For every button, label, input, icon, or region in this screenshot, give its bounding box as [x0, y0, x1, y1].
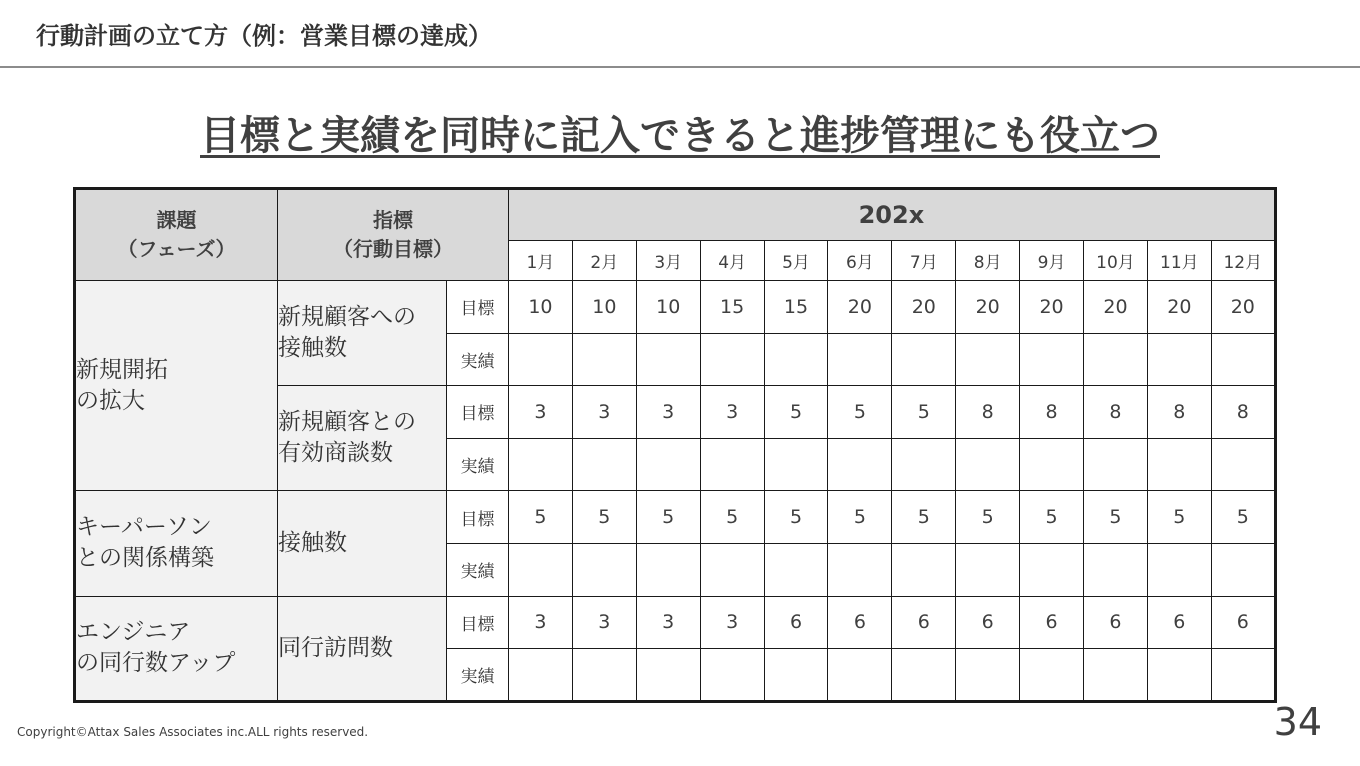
target-value-cell: 3 — [700, 596, 764, 649]
slide-title-text: 目標と実績を同時に記入できると進捗管理にも役立つ — [200, 113, 1160, 159]
actual-value-cell[interactable] — [892, 438, 956, 491]
actual-value-cell[interactable] — [764, 543, 828, 596]
actual-value-cell[interactable] — [1147, 543, 1211, 596]
header-issue-label: 課題 （フェーズ） — [117, 208, 236, 261]
target-row-label: 目標 — [447, 596, 509, 649]
issue-cell — [75, 281, 278, 491]
actual-value-cell[interactable] — [509, 543, 573, 596]
month-header: 5月 — [764, 241, 828, 281]
actual-value-cell[interactable] — [1084, 438, 1148, 491]
target-value-cell: 5 — [828, 491, 892, 544]
target-value-cell: 20 — [956, 281, 1020, 334]
target-value-cell: 8 — [1211, 386, 1275, 439]
target-value-cell: 20 — [1020, 281, 1084, 334]
actual-value-cell[interactable] — [956, 333, 1020, 386]
month-header: 10月 — [1084, 241, 1148, 281]
indicator-cell — [278, 281, 447, 386]
issue-label: エンジニア の同行数アップ — [76, 619, 236, 677]
actual-value-cell[interactable] — [700, 333, 764, 386]
slide-title — [0, 104, 1360, 161]
target-value-cell: 3 — [509, 596, 573, 649]
actual-value-cell[interactable] — [1020, 649, 1084, 702]
target-value-cell: 20 — [892, 281, 956, 334]
target-value-cell: 6 — [1147, 596, 1211, 649]
actual-value-cell[interactable] — [700, 649, 764, 702]
page-header-title: 行動計画の立て方（例：営業目標の達成） — [36, 22, 492, 50]
target-value-cell: 5 — [892, 386, 956, 439]
copyright-notice: Copyright©Attax Sales Associates inc.ALL rights reserved. — [17, 725, 369, 739]
actual-value-cell[interactable] — [1147, 438, 1211, 491]
actual-value-cell[interactable] — [509, 333, 573, 386]
actual-value-cell[interactable] — [572, 438, 636, 491]
month-header: 6月 — [828, 241, 892, 281]
target-value-cell: 10 — [572, 281, 636, 334]
action-plan-table — [73, 187, 1277, 703]
table-row — [75, 596, 1276, 649]
target-value-cell: 3 — [700, 386, 764, 439]
target-value-cell: 5 — [1147, 491, 1211, 544]
actual-value-cell[interactable] — [956, 543, 1020, 596]
issue-cell — [75, 491, 278, 596]
actual-value-cell[interactable] — [1084, 333, 1148, 386]
month-header: 9月 — [1020, 241, 1084, 281]
actual-value-cell[interactable] — [1020, 438, 1084, 491]
indicator-cell — [278, 596, 447, 701]
target-row-label: 目標 — [447, 281, 509, 334]
indicator-cell — [278, 386, 447, 491]
actual-value-cell[interactable] — [1147, 333, 1211, 386]
month-header: 3月 — [636, 241, 700, 281]
target-value-cell: 3 — [572, 386, 636, 439]
target-value-cell: 5 — [1211, 491, 1275, 544]
target-value-cell: 15 — [764, 281, 828, 334]
header-issue — [75, 189, 278, 281]
page-number: 34 — [1273, 700, 1322, 744]
actual-value-cell[interactable] — [636, 438, 700, 491]
target-value-cell: 6 — [892, 596, 956, 649]
actual-value-cell[interactable] — [1211, 333, 1275, 386]
target-value-cell: 5 — [1084, 491, 1148, 544]
target-value-cell: 6 — [764, 596, 828, 649]
header-indicator-label: 指標 （行動目標） — [333, 208, 453, 261]
target-value-cell: 5 — [892, 491, 956, 544]
target-value-cell: 5 — [956, 491, 1020, 544]
actual-value-cell[interactable] — [892, 543, 956, 596]
actual-value-cell[interactable] — [572, 333, 636, 386]
actual-value-cell[interactable] — [828, 543, 892, 596]
target-value-cell: 8 — [1020, 386, 1084, 439]
target-value-cell: 3 — [509, 386, 573, 439]
month-header: 12月 — [1211, 241, 1275, 281]
actual-value-cell[interactable] — [1211, 543, 1275, 596]
target-value-cell: 3 — [636, 386, 700, 439]
target-value-cell: 5 — [828, 386, 892, 439]
target-value-cell: 3 — [572, 596, 636, 649]
actual-value-cell[interactable] — [1084, 649, 1148, 702]
actual-value-cell[interactable] — [764, 649, 828, 702]
month-header: 8月 — [956, 241, 1020, 281]
month-header: 1月 — [509, 241, 573, 281]
target-value-cell: 5 — [572, 491, 636, 544]
indicator-label: 同行訪問数 — [278, 634, 393, 661]
actual-value-cell[interactable] — [828, 649, 892, 702]
header-year: 202x — [509, 189, 1276, 241]
indicator-label: 新規顧客への 接触数 — [278, 304, 416, 362]
target-value-cell: 20 — [1084, 281, 1148, 334]
target-value-cell: 5 — [1020, 491, 1084, 544]
target-value-cell: 6 — [1211, 596, 1275, 649]
target-value-cell: 8 — [956, 386, 1020, 439]
target-value-cell: 5 — [636, 491, 700, 544]
actual-value-cell[interactable] — [764, 438, 828, 491]
actual-value-cell[interactable] — [636, 543, 700, 596]
target-value-cell: 6 — [1084, 596, 1148, 649]
actual-value-cell[interactable] — [892, 649, 956, 702]
table-row — [75, 281, 1276, 334]
header-indicator — [278, 189, 509, 281]
target-value-cell: 10 — [636, 281, 700, 334]
target-row-label: 目標 — [447, 491, 509, 544]
target-value-cell: 8 — [1084, 386, 1148, 439]
month-header: 4月 — [700, 241, 764, 281]
indicator-label: 新規顧客との 有効商談数 — [278, 409, 416, 467]
target-value-cell: 6 — [1020, 596, 1084, 649]
target-value-cell: 10 — [509, 281, 573, 334]
target-value-cell: 6 — [956, 596, 1020, 649]
actual-row-label: 実績 — [447, 333, 509, 386]
issue-label: キーパーソン との関係構築 — [76, 514, 214, 572]
actual-value-cell[interactable] — [828, 333, 892, 386]
actual-value-cell[interactable] — [892, 333, 956, 386]
indicator-cell — [278, 491, 447, 596]
target-value-cell: 20 — [828, 281, 892, 334]
indicator-label: 接触数 — [278, 529, 347, 556]
header-divider — [0, 66, 1360, 68]
actual-value-cell[interactable] — [1211, 649, 1275, 702]
issue-label: 新規開拓 の拡大 — [76, 356, 168, 414]
target-value-cell: 8 — [1147, 386, 1211, 439]
actual-value-cell[interactable] — [572, 543, 636, 596]
target-value-cell: 20 — [1211, 281, 1275, 334]
target-value-cell: 6 — [828, 596, 892, 649]
actual-value-cell[interactable] — [572, 649, 636, 702]
issue-cell — [75, 596, 278, 701]
actual-value-cell[interactable] — [509, 438, 573, 491]
target-value-cell: 5 — [764, 386, 828, 439]
table-row — [75, 491, 1276, 544]
actual-value-cell[interactable] — [1211, 438, 1275, 491]
actual-row-label: 実績 — [447, 543, 509, 596]
actual-value-cell[interactable] — [509, 649, 573, 702]
month-header: 7月 — [892, 241, 956, 281]
actual-value-cell[interactable] — [1020, 543, 1084, 596]
target-value-cell: 15 — [700, 281, 764, 334]
actual-row-label: 実績 — [447, 649, 509, 702]
target-row-label: 目標 — [447, 386, 509, 439]
actual-value-cell[interactable] — [956, 649, 1020, 702]
month-header: 2月 — [572, 241, 636, 281]
target-value-cell: 3 — [636, 596, 700, 649]
target-value-cell: 5 — [509, 491, 573, 544]
actual-value-cell[interactable] — [636, 333, 700, 386]
actual-value-cell[interactable] — [1084, 543, 1148, 596]
actual-value-cell[interactable] — [828, 438, 892, 491]
actual-value-cell[interactable] — [956, 438, 1020, 491]
target-value-cell: 20 — [1147, 281, 1211, 334]
actual-value-cell[interactable] — [764, 333, 828, 386]
actual-value-cell[interactable] — [1020, 333, 1084, 386]
actual-value-cell[interactable] — [700, 438, 764, 491]
target-value-cell: 5 — [700, 491, 764, 544]
actual-value-cell[interactable] — [636, 649, 700, 702]
target-value-cell: 5 — [764, 491, 828, 544]
actual-value-cell[interactable] — [700, 543, 764, 596]
actual-row-label: 実績 — [447, 438, 509, 491]
actual-value-cell[interactable] — [1147, 649, 1211, 702]
month-header: 11月 — [1147, 241, 1211, 281]
